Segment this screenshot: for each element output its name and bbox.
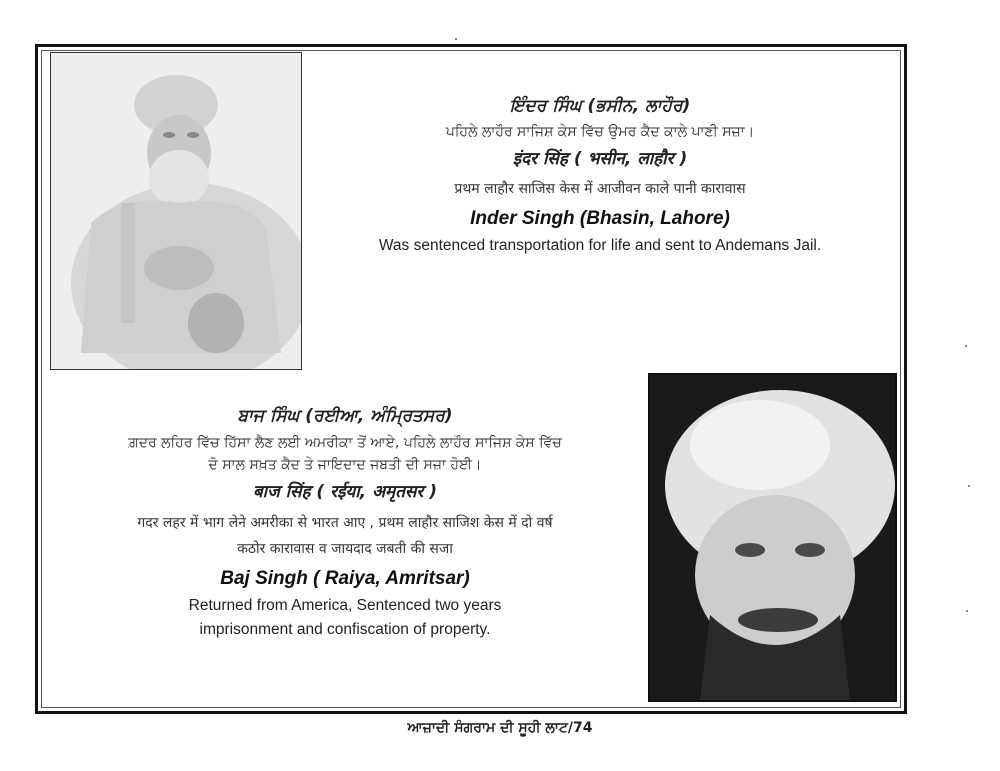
portrait-inder-singh: [50, 52, 302, 370]
english-description-line: Returned from America, Sentenced two years: [188, 597, 502, 614]
punjabi-name: ਬਾਜ ਸਿੰਘ (ਰਈਆ, ਅੰਮ੍ਰਿਤਸਰ): [237, 406, 453, 426]
hindi-description: प्रथम लाहौर साजिस केस में आजीवन काले पानी कारावास: [454, 181, 746, 197]
scan-speck: [965, 345, 967, 347]
hindi-description-line: गदर लहर में भाग लेने अमरीका से भारत आए , प्रथम लाहौर साजिश केस में दो वर्ष: [137, 515, 553, 531]
portrait-baj-singh: [648, 373, 897, 702]
english-name: Inder Singh (Bhasin, Lahore): [470, 208, 730, 229]
hindi-name: बाज सिंह ( रईया, अमृतसर ): [252, 482, 438, 502]
punjabi-description: ਪਹਿਲੇ ਲਾਹੌਰ ਸਾਜਿਸ਼ ਕੇਸ ਵਿੱਚ ਉਮਰ ਕੈਦ ਕਾਲੇ ਪਾਣੀ ਸਜ਼ਾ।: [445, 124, 755, 140]
punjabi-description-line: ਦੋ ਸਾਲ ਸਖ਼ਤ ਕੈਦ ਤੇ ਜਾਇਦਾਦ ਜਬਤੀ ਦੀ ਸਜ਼ਾ ਹੋਈ।: [208, 457, 482, 473]
punjabi-name: ਇੰਦਰ ਸਿੰਘ (ਭਸੀਨ, ਲਾਹੌਰ): [509, 96, 691, 116]
entry-inder-singh: [300, 98, 900, 254]
hindi-description-line: कठोर कारावास व जायदाद जबती की सजा: [237, 541, 453, 557]
punjabi-description-line: ਗ਼ਦਰ ਲਹਿਰ ਵਿੱਚ ਹਿੱਸਾ ਲੈਣ ਲਈ ਅਮਰੀਕਾ ਤੋਂ ਆਏ, ਪਹਿਲੇ ਲਾਹੌਰ ਸਾਜਿਸ਼ ਕੇਸ ਵਿੱਚ: [128, 435, 562, 451]
english-name: Baj Singh ( Raiya, Amritsar): [220, 568, 470, 589]
scan-speck: [968, 485, 970, 487]
scan-speck: [966, 610, 968, 612]
page-footer: ਆਜ਼ਾਦੀ ਸੰਗਰਾਮ ਦੀ ਸੂਹੀ ਲਾਟ/74: [407, 720, 593, 736]
english-description-line: imprisonment and confiscation of property.: [199, 620, 491, 638]
english-description: Was sentenced transportation for life and sent to Andemans Jail.: [378, 237, 822, 254]
scan-speck: [455, 38, 457, 40]
entry-baj-singh: [40, 408, 650, 637]
hindi-name: इंदर सिंह ( भसीन, लाहौर ): [512, 149, 688, 169]
